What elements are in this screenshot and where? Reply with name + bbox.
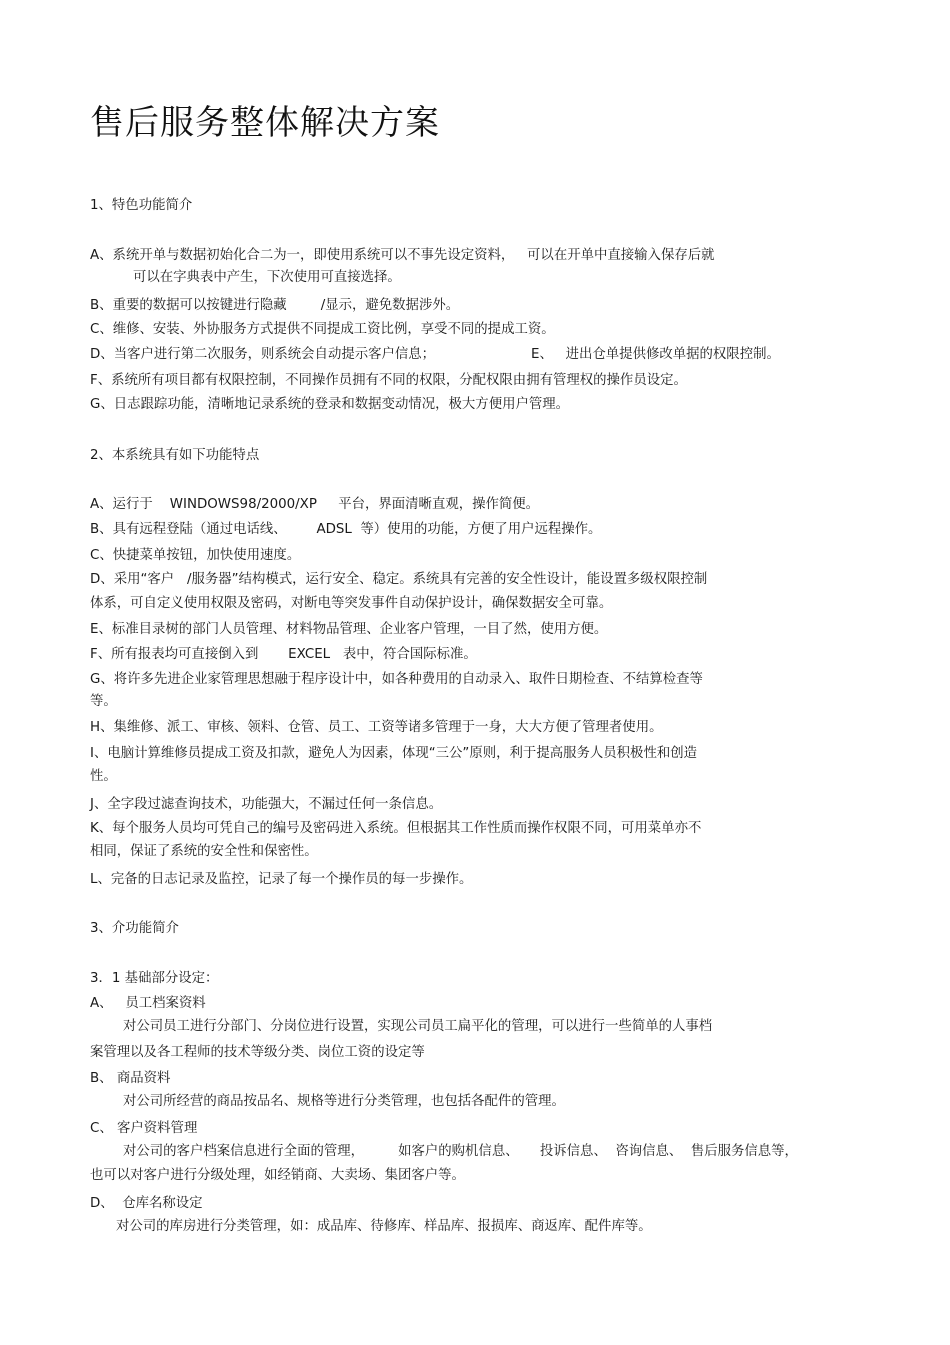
section-1-item-a-line-1: A、系统开单与数据初始化合二为一，即使用系统可以不事先设定资料， 可以在开单中直接输入保存后就 [90,248,715,263]
section-2-item-k-line-2: 相同，保证了系统的安全性和保密性。 [90,844,318,859]
section-2-item-a: A、运行于 WINDOWS98/2000/XP 平台，界面清晰直观，操作简便。 [90,497,540,512]
section-3-item-c-line-1: 对公司的客户档案信息进行全面的管理， 如客户的购机信息、 投诉信息、 咨询信息、 售后服务信息等， [123,1144,798,1159]
section-2-item-k-line-1: K、每个服务人员均可凭自己的编号及密码进入系统。但根据其工作性质而操作权限不同，可用菜单亦不 [90,821,702,836]
section-3-item-d-line-1: 对公司的库房进行分类管理，如：成品库、待修库、样品库、报损库、商返库、配件库等。 [116,1219,652,1234]
section-1-item-g: G、日志跟踪功能，清晰地记录系统的登录和数据变动情况，极大方便用户管理。 [90,397,570,412]
section-3-item-a-line-1: 对公司员工进行分部门、分岗位进行设置，实现公司员工扁平化的管理，可以进行一些简单的人事档 [123,1019,713,1034]
section-1-item-e: E、 进出仓单提供修改单据的权限控制。 [531,347,780,362]
section-3-item-b-title: B、 商品资料 [90,1071,171,1086]
section-3-item-a-title: A、 员工档案资料 [90,996,206,1011]
section-2-item-e: E、标准目录树的部门人员管理、材料物品管理、企业客户管理，一目了然，使用方便。 [90,622,608,637]
section-3-item-a-line-2: 案管理以及各工程师的技术等级分类、岗位工资的设定等 [90,1045,425,1060]
section-1-item-c: C、维修、安装、外协服务方式提供不同提成工资比例，享受不同的提成工资。 [90,322,555,337]
section-2-item-h: H、集维修、派工、审核、领料、仓管、员工、工资等诸多管理于一身，大大方便了管理者使用。 [90,720,663,735]
section-2-item-g-line-2: 等。 [90,694,117,709]
section-3-item-c-title: C、 客户资料管理 [90,1121,198,1136]
section-2-item-c: C、快捷菜单按钮，加快使用速度。 [90,548,301,563]
section-2-item-b: B、具有远程登陆（通过电话线、 ADSL 等）使用的功能，方便了用户远程操作。 [90,522,602,537]
section-2-item-d-line-2: 体系，可自定义使用权限及密码，对断电等突发事件自动保护设计，确保数据安全可靠。 [90,596,613,611]
section-2-item-l: L、完备的日志记录及监控，记录了每一个操作员的每一步操作。 [90,872,473,887]
section-2-item-i-line-1: I、电脑计算维修员提成工资及扣款，避免人为因素，体现“三公”原则，利于提高服务人员积极性和创造 [90,746,698,761]
section-3-1-heading: 3．1 基础部分设定： [90,971,219,986]
section-1-item-b: B、重要的数据可以按键进行隐藏 /显示，避免数据涉外。 [90,298,460,313]
section-2-item-f: F、所有报表均可直接倒入到 EXCEL 表中，符合国际标准。 [90,647,477,662]
section-1-heading: 1、特色功能简介 [90,198,193,213]
section-2-heading: 2、本系统具有如下功能特点 [90,448,260,463]
section-1-item-a-line-2: 可以在字典表中产生，下次使用可直接选择。 [133,270,401,285]
section-2-item-i-line-2: 性。 [90,769,117,784]
section-2-item-d-line-1: D、采用“客户 /服务器”结构模式，运行安全、稳定。系统具有完善的安全性设计，能设置多级权限控制 [90,572,708,587]
document-title: 售后服务整体解决方案 [90,103,440,143]
section-2-item-g-line-1: G、将许多先进企业家管理思想融于程序设计中，如各种费用的自动录入、取件日期检查、不结算检查等 [90,672,703,687]
section-3-item-b-line-1: 对公司所经营的商品按品名、规格等进行分类管理，也包括各配件的管理。 [123,1094,565,1109]
section-1-item-d: D、当客户进行第二次服务，则系统会自动提示客户信息； [90,347,436,362]
section-1-item-f: F、系统所有项目都有权限控制，不同操作员拥有不同的权限，分配权限由拥有管理权的操作员设定。 [90,373,687,388]
section-3-item-d-title: D、 仓库名称设定 [90,1196,203,1211]
section-3-item-c-line-2: 也可以对客户进行分级处理，如经销商、大卖场、集团客户等。 [90,1168,465,1183]
section-2-item-j: J、全字段过滤查询技术，功能强大，不漏过任何一条信息。 [90,797,443,812]
section-3-heading: 3、介功能简介 [90,921,179,936]
